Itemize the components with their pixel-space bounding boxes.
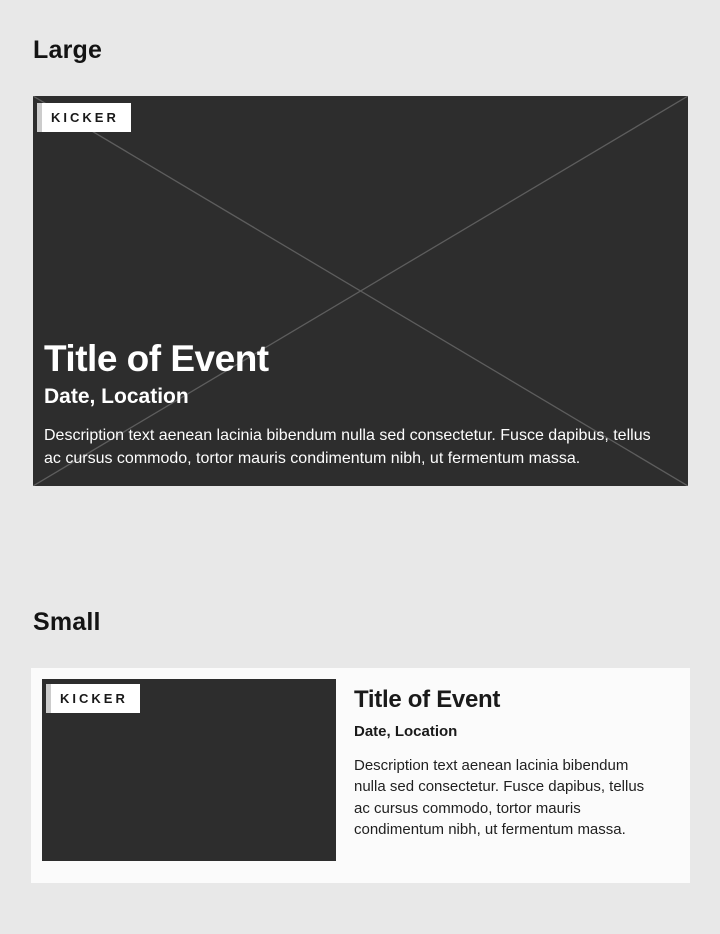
card-text-body (354, 679, 679, 841)
event-date-location: Date, Location (354, 722, 458, 740)
kicker-badge: KICKER (46, 684, 140, 713)
event-title: Title of Event (354, 686, 501, 713)
event-date-location: Date, Location (44, 384, 189, 408)
event-description: Description text aenean lacinia bibendum nulla sed consectetur. Fusce dapibus, tellus ac cursus commodo, tortor mauris condimentum nibh, ut fermentum massa. (44, 427, 651, 467)
event-card-small[interactable] (31, 668, 690, 883)
section-heading-small: Small (33, 608, 101, 636)
event-card-large[interactable] (33, 96, 688, 486)
event-description: Description text aenean lacinia bibendum nulla sed consectetur. Fusce dapibus, tellus ac cursus commodo, tortor mauris condimentum nibh, ut fermentum massa. (354, 756, 645, 839)
event-title: Title of Event (44, 338, 269, 380)
kicker-badge: KICKER (37, 103, 131, 132)
card-text-overlay (33, 337, 688, 486)
section-heading-large: Large (33, 36, 103, 64)
image-placeholder-thumbnail (42, 679, 336, 861)
